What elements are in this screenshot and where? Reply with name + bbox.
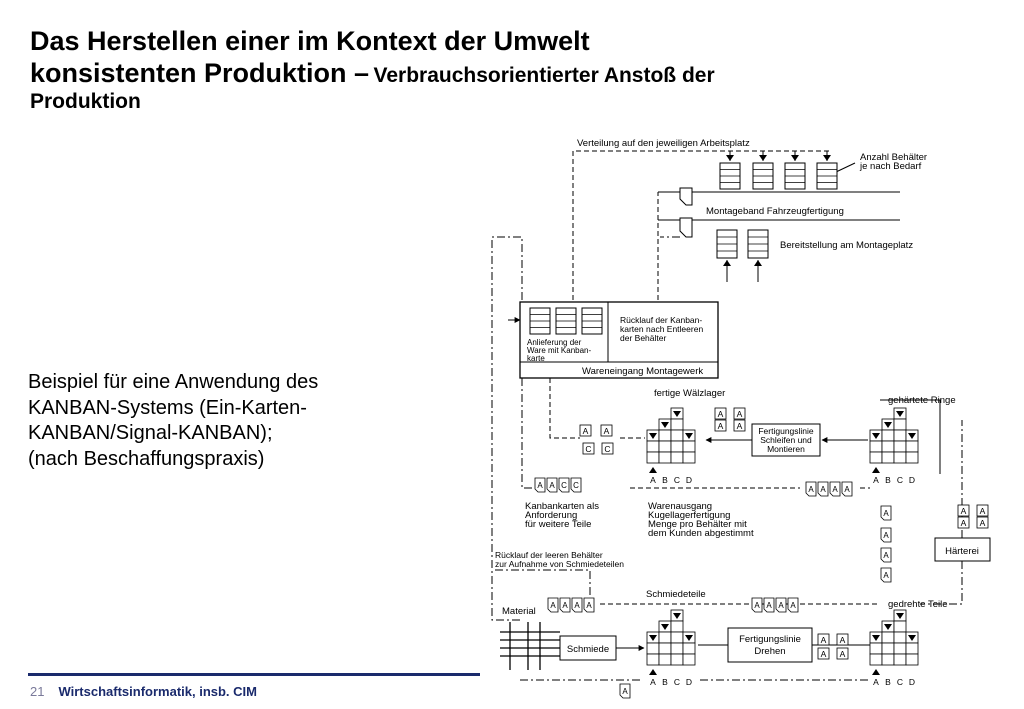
shelf-ringe-in-arrow <box>872 467 880 473</box>
shelf-schmiedeteile-cell <box>671 621 683 632</box>
shelf-schmiedeteile-cell <box>647 654 659 665</box>
shelf-schmiedeteile-cell <box>659 654 671 665</box>
label-fl-schleifen-3: Montieren <box>767 444 805 454</box>
bereitstellung-arrow-1-head <box>723 260 731 266</box>
label-fl-drehen-2: Drehen <box>754 646 786 657</box>
label-warenausgang-2: Kugellagerfertigung <box>648 510 731 521</box>
card-a-8-label: A <box>979 506 986 516</box>
shelf-schmiedeteile-cell <box>659 643 671 654</box>
shelf-gedrehte-cell <box>894 632 906 643</box>
kanban-return-line <box>550 378 580 438</box>
schmiede-card-4-label: A <box>586 601 592 610</box>
label-warenausgang-1: Warenausgang <box>648 501 713 512</box>
label-kanban-3: für weitere Teile <box>525 519 592 530</box>
shelf-waelzlager-cell <box>671 441 683 452</box>
montageband-card-2 <box>680 218 692 237</box>
verteilung-arrow-4-head <box>823 155 831 161</box>
card-a-1-label: A <box>582 426 589 436</box>
shelf-gedrehte-letter-c: C <box>896 677 904 687</box>
shelf-schmiedeteile-letter-c: C <box>673 677 681 687</box>
shelf-gedrehte-cell <box>870 654 882 665</box>
shelf-ringe-letter-b: B <box>885 475 891 485</box>
kanban-card-link <box>522 378 535 488</box>
shelf-gedrehte-cell <box>882 643 894 654</box>
page-number: 21 <box>30 684 45 699</box>
title-line-2-bold: konsistenten Produktion – <box>30 57 370 88</box>
shelf-schmiedeteile-letter-a: A <box>650 677 656 687</box>
label-anlieferung-3: karte <box>527 354 545 363</box>
card-a-12-label: A <box>839 635 846 645</box>
shelf-schmiedeteile-cell <box>671 654 683 665</box>
card-a-14-label: A <box>839 649 846 659</box>
label-kanban-2: Anforderung <box>525 510 578 521</box>
shelf-schmiedeteile-in-arrow <box>649 669 657 675</box>
example-line-3: KANBAN/Signal-KANBAN); <box>28 422 273 445</box>
shelf-ringe-cell <box>882 441 894 452</box>
bottom-card-1-label: A <box>622 687 628 696</box>
label-schmiedeteile: Schmiedeteile <box>646 589 706 600</box>
shelf-gedrehte-cell <box>870 643 882 654</box>
shelf-waelzlager-cell <box>659 441 671 452</box>
card-a-3-label: A <box>717 409 724 419</box>
shelf-waelzlager-letter-c: C <box>673 475 681 485</box>
montageband-card-1 <box>680 188 692 205</box>
card-a-7-label: A <box>960 506 967 516</box>
shelf-schmiedeteile-cell <box>683 643 695 654</box>
label-ruecklauf-1: Rücklauf der Kanban- <box>620 315 703 325</box>
title-line-3: Produktion <box>30 89 141 113</box>
verteilung-arrow-2-head <box>759 155 767 161</box>
shelf-ringe-cell <box>894 441 906 452</box>
title-line-2-sub: Verbrauchsorientierter Anstoß der <box>373 63 715 87</box>
card-a-5-label: A <box>717 421 724 431</box>
card-c-2-label: C <box>604 444 611 454</box>
verteilung-arrow-3-head <box>791 155 799 161</box>
shelf-ringe-cell <box>882 452 894 463</box>
label-anlieferung-2: Ware mit Kanban- <box>527 346 592 355</box>
shelf-gedrehte-cell <box>894 654 906 665</box>
label-anzahl-1: Anzahl Behälter <box>860 152 928 163</box>
shelf-ringe-cell <box>894 419 906 430</box>
shelf-ringe-cell <box>894 430 906 441</box>
haerterei-card-3-label: A <box>883 551 889 560</box>
label-fertige-waelzlager: fertige Wälzlager <box>654 388 726 399</box>
kanban-flow-card-3-label: A <box>832 485 838 494</box>
label-fl-schleifen-2: Schleifen und <box>760 435 812 445</box>
kanban-request-card-2-label: A <box>549 481 555 490</box>
label-verteilung: Verteilung auf den jeweiligen Arbeitsplatz <box>577 138 750 149</box>
drehen-card-3-label: A <box>778 601 784 610</box>
label-warenausgang-4: dem Kunden abgestimmt <box>648 528 754 539</box>
label-fl-drehen-1: Fertigungslinie <box>739 634 801 645</box>
label-gehaertete-ringe: gehärtete Ringe <box>888 395 956 406</box>
label-ruecklauf-2: karten nach Entleeren <box>620 324 704 334</box>
card-a-11-label: A <box>820 635 827 645</box>
label-ruecklauf-leer-1: Rücklauf der leeren Behälter <box>495 550 603 560</box>
shelf-waelzlager-letter-b: B <box>662 475 668 485</box>
card-c-1-label: C <box>585 444 592 454</box>
card-a-6-label: A <box>736 421 743 431</box>
shelf-ringe-cell <box>870 441 882 452</box>
label-anzahl-2: je nach Bedarf <box>860 161 922 172</box>
shelf-gedrehte-letter-d: D <box>908 677 916 687</box>
shelf-ringe-letter-d: D <box>908 475 916 485</box>
shelf-waelzlager-cell <box>647 452 659 463</box>
shelf-waelzlager-letter-a: A <box>650 475 656 485</box>
shelf-schmiedeteile-cell <box>671 643 683 654</box>
kanban-request-card-3-label: C <box>561 481 567 490</box>
shelf-gedrehte-letter-b: B <box>885 677 891 687</box>
shelf-waelzlager-cell <box>683 441 695 452</box>
verteilung-arrow-1-head <box>726 155 734 161</box>
label-bereitstellung: Bereitstellung am Montageplatz <box>780 240 914 251</box>
shelf-ringe-letter-c: C <box>896 475 904 485</box>
haerterei-card-4-label: A <box>883 571 889 580</box>
shelf-gedrehte-cell <box>894 643 906 654</box>
shelf-schmiedeteile-letter-b: B <box>662 677 668 687</box>
shelf-ringe-cell <box>906 452 918 463</box>
card-a-9-label: A <box>960 518 967 528</box>
kanban-flow-card-4-label: A <box>844 485 850 494</box>
shelf-gedrehte-in-arrow <box>872 669 880 675</box>
kanban-request-card-4-label: C <box>573 481 579 490</box>
shelf-gedrehte-cell <box>906 643 918 654</box>
shelf-gedrehte-cell <box>906 654 918 665</box>
shelf-ringe-cell <box>906 441 918 452</box>
kanban-request-card-1-label: A <box>537 481 543 490</box>
shelf-waelzlager-cell <box>659 430 671 441</box>
shelf-waelzlager-cell <box>647 441 659 452</box>
label-haerterei: Härterei <box>945 546 979 557</box>
label-ruecklauf-3: der Behälter <box>620 333 667 343</box>
shelf-gedrehte-cell <box>894 621 906 632</box>
footer-text: Wirtschaftsinformatik, insb. CIM <box>58 684 257 699</box>
label-montageband: Montageband Fahrzeugfertigung <box>706 206 844 217</box>
shelf-schmiedeteile-cell <box>647 643 659 654</box>
card-a-10-label: A <box>979 518 986 528</box>
title-line-1: Das Herstellen einer im Kontext der Umwelt <box>30 26 590 56</box>
card-a-4-label: A <box>736 409 743 419</box>
drehen-card-2-label: A <box>766 601 772 610</box>
haerterei-card-1-label: A <box>883 509 889 518</box>
kanban-flow-card-1-label: A <box>808 485 814 494</box>
bereitstellung-arrow-2-head <box>754 260 762 266</box>
haerterei-down-line <box>920 561 962 604</box>
example-line-4: (nach Beschaffungspraxis) <box>28 447 265 470</box>
anzahl-pointer <box>836 163 855 172</box>
shelf-schmiedeteile-cell <box>659 632 671 643</box>
shelf-waelzlager-letter-d: D <box>685 475 693 485</box>
shelf-waelzlager-cell <box>671 430 683 441</box>
shelf-schmiedeteile-cell <box>671 632 683 643</box>
shelf-gedrehte-letter-a: A <box>873 677 879 687</box>
label-warenausgang-3: Menge pro Behälter mit <box>648 519 747 530</box>
shelf-gedrehte-cell <box>882 654 894 665</box>
label-wareneingang: Wareneingang Montagewerk <box>582 366 704 377</box>
shelf-ringe-cell <box>870 452 882 463</box>
label-gedrehte-teile: gedrehte Teile <box>888 599 948 610</box>
example-line-1: Beispiel für eine Anwendung des <box>28 371 319 393</box>
shelf-waelzlager-in-arrow <box>649 467 657 473</box>
schmiede-card-3-label: A <box>574 601 580 610</box>
shelf-ringe-letter-a: A <box>873 475 879 485</box>
shelf-waelzlager-cell <box>659 452 671 463</box>
shelf-ringe-cell <box>882 430 894 441</box>
schmiede-card-2-label: A <box>562 601 568 610</box>
label-schmiede: Schmiede <box>566 644 610 655</box>
label-anlieferung-1: Anlieferung der <box>527 338 582 347</box>
drehen-card-4-label: A <box>790 601 796 610</box>
drehen-card-1-label: A <box>754 601 760 610</box>
shelf-waelzlager-cell <box>671 419 683 430</box>
kanban-flow-card-2-label: A <box>820 485 826 494</box>
shelf-schmiedeteile-letter-d: D <box>685 677 693 687</box>
label-ruecklauf-leer-2: zur Aufnahme von Schmiedeteilen <box>495 559 624 569</box>
shelf-ringe-cell <box>894 452 906 463</box>
label-fl-schleifen-1: Fertigungslinie <box>758 426 814 436</box>
label-material: Material <box>502 606 536 617</box>
shelf-waelzlager-cell <box>683 452 695 463</box>
shelf-schmiedeteile-cell <box>683 654 695 665</box>
shelf-gedrehte-cell <box>882 632 894 643</box>
card-a-2-label: A <box>603 426 610 436</box>
shelf-waelzlager-cell <box>671 452 683 463</box>
haerterei-card-2-label: A <box>883 531 889 540</box>
example-line-2: KANBAN-Systems (Ein-Karten- <box>28 396 307 419</box>
schmiede-card-1-label: A <box>550 601 556 610</box>
label-kanban-1: Kanbankarten als <box>525 501 599 512</box>
card-a-13-label: A <box>820 649 827 659</box>
